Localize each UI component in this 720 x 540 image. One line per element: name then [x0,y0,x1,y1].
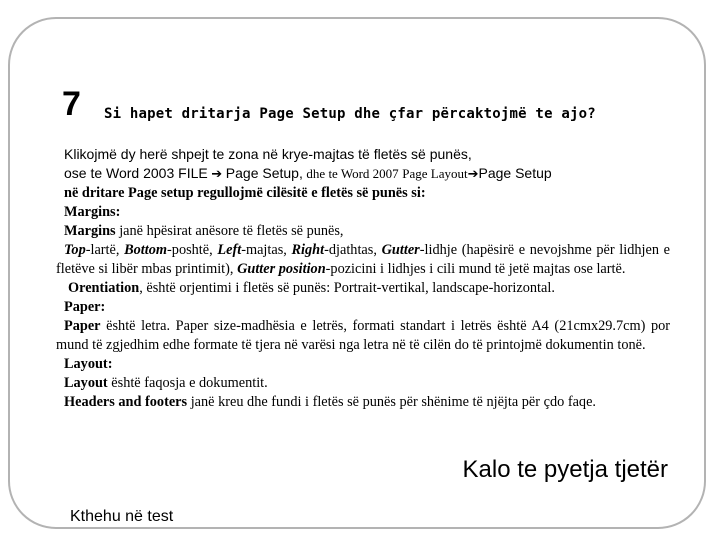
text-span: -poshtë, [167,242,213,258]
text-span: Page Setup, [225,165,303,181]
text-span: është faqosja e dokumentit. [111,375,268,391]
text-span: është letra. Paper size-madhësia e letrës, formati standart i letrës është A4 (21cmx29.7cm) por mund të zgjedhim edhe formate të tjera në varësi nga letra në të cilën do të printojmë dokumentin tonë. [56,318,671,353]
text-span: ose te Word 2003 FILE [64,165,208,181]
question-title: Si hapet dritarja Page Setup dhe çfar përcaktojmë te ajo? [104,106,596,122]
text-span: Orentiation [68,280,140,296]
text-line [56,393,670,412]
text-span: Page Layout [402,166,468,181]
text-span: Left [217,242,242,258]
text-span: -djathtas, [324,242,377,258]
text-span: Gutter [381,242,420,258]
text-paragraph [56,317,670,355]
text-span: -lidhje (hapësirë e nevojshme për lidhjen e fletëve si libër mbas printimit), [56,242,671,277]
back-to-test-link[interactable]: Kthehu në test [70,508,174,525]
text-line [56,222,670,241]
text-span: Paper [64,318,101,334]
text-span: janë hpësirat anësore të fletës së punës, [119,223,344,239]
text-span: Bottom [124,242,168,258]
text-line [56,279,670,298]
text-span: Layout: [64,356,113,372]
text-paragraph [56,241,670,279]
text-span: Page Setup [478,165,552,181]
text-span: Layout [64,375,108,391]
text-span: në dritare Page setup regullojmë cilësitë e fletës së punës si: [64,185,426,201]
text-line [56,374,670,393]
text-span: Gutter position [237,261,326,277]
text-span: Klikojmë dy herë shpejt te zona në krye-majtas të fletës së punës, [64,146,472,162]
question-number: 7 [62,85,81,123]
text-span: Margins: [64,204,121,220]
next-question-link[interactable]: Kalo te pyetja tjetër [462,456,668,483]
text-span: dhe te Word 2007 [306,166,399,181]
section-heading-paper [56,298,670,317]
arrow-right-icon: ➔ [211,167,223,182]
text-span: janë kreu dhe fundi i fletës së punës për shënime të njëjta për çdo faqe. [190,394,597,410]
section-heading-margins [56,203,670,222]
text-line [56,164,670,184]
text-span: Headers and footers [64,394,188,410]
text-span: Right [291,242,325,258]
text-span: Margins [64,223,116,239]
text-span: Paper: [64,299,106,315]
text-span: -pozicini i lidhjes i cili mund të jetë majtas ose lartë. [325,261,626,277]
text-span: -majtas, [241,242,287,258]
text-span: , është orjentimi i fletës së punës: Portrait-vertikal, landscape-horizontal. [139,280,555,296]
section-heading-layout [56,355,670,374]
answer-body [56,145,670,412]
text-span: -lartë, [85,242,120,258]
arrow-right-icon: ➔ [467,167,479,182]
text-span: Top [64,242,86,258]
text-line [56,145,670,164]
text-line [56,184,670,203]
